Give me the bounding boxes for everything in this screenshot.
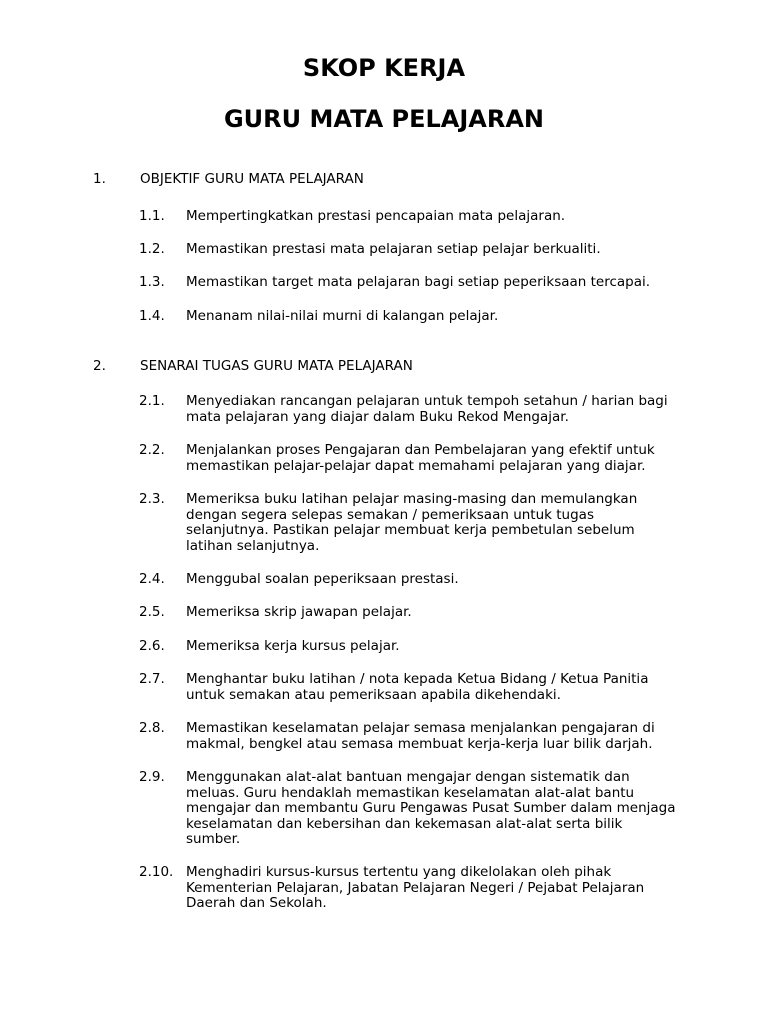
item-number: 2.10. xyxy=(139,864,174,880)
list-item xyxy=(139,639,719,655)
item-line: selanjutnya. Pastikan pelajar membuat kerja pembetulan sebelum xyxy=(186,522,635,539)
item-line: dengan segera selepas semakan / pemeriksaan untuk tugas xyxy=(186,506,594,523)
item-line: Memastikan keselamatan pelajar semasa menjalankan pengajaran di xyxy=(186,720,655,736)
list-item xyxy=(139,242,719,258)
list-item xyxy=(139,394,719,425)
item-line: Memeriksa skrip jawapan pelajar. xyxy=(186,604,412,620)
item-line: memastikan pelajar-pelajar dapat memahami pelajaran yang diajar. xyxy=(186,457,646,474)
item-line: Memeriksa buku latihan pelajar masing-masing dan memulangkan xyxy=(186,491,638,507)
section-title: OBJEKTIF GURU MATA PELAJARAN xyxy=(140,171,364,187)
item-number: 2.6. xyxy=(139,638,165,654)
item-text xyxy=(186,672,719,703)
item-line: Menghadiri kursus-kursus tertentu yang dikelolakan oleh pihak xyxy=(186,864,612,880)
section-title: SENARAI TUGAS GURU MATA PELAJARAN xyxy=(140,358,413,374)
item-number: 1.2. xyxy=(139,241,165,257)
list-item xyxy=(139,443,719,474)
item-line: Daerah dan Sekolah. xyxy=(186,895,327,912)
list-item xyxy=(139,721,719,752)
item-line: untuk semakan atau pemeriksaan apabila dikehendaki. xyxy=(186,686,561,703)
item-text xyxy=(186,865,719,912)
item-line: latihan selanjutnya. xyxy=(186,537,320,554)
item-text: Menanam nilai-nilai murni di kalangan pelajar. xyxy=(186,308,499,324)
item-number: 2.4. xyxy=(139,571,165,587)
item-number: 1.3. xyxy=(139,274,165,290)
item-number: 2.9. xyxy=(139,769,165,785)
item-line: Menghantar buku latihan / nota kepada Ketua Bidang / Ketua Panitia xyxy=(186,671,649,687)
item-line: Menjalankan proses Pengajaran dan Pembelajaran yang efektif untuk xyxy=(186,442,655,458)
item-text xyxy=(186,639,719,655)
section-number: 2. xyxy=(93,358,106,374)
item-line: meluas. Guru hendaklah memastikan keselamatan alat-alat bantu xyxy=(186,784,635,801)
item-line: mengajar dan membantu Guru Pengawas Pusat Sumber dalam menjaga xyxy=(186,800,676,817)
document-title: SKOP KERJA xyxy=(302,54,466,82)
item-text xyxy=(186,770,719,848)
item-number: 1.4. xyxy=(139,308,165,324)
list-item xyxy=(139,572,719,588)
section-number: 1. xyxy=(93,171,106,187)
item-text xyxy=(186,605,719,621)
list-item xyxy=(139,209,719,225)
item-line: Kementerian Pelajaran, Jabatan Pelajaran Negeri / Pejabat Pelajaran xyxy=(186,879,645,896)
item-line: mata pelajaran yang diajar dalam Buku Rekod Mengajar. xyxy=(186,408,569,425)
item-number: 2.2. xyxy=(139,442,165,458)
item-number: 2.5. xyxy=(139,604,165,620)
item-text xyxy=(186,443,719,474)
item-line: Menggunakan alat-alat bantuan mengajar dengan sistematik dan xyxy=(186,769,630,785)
item-text: Memastikan target mata pelajaran bagi setiap peperiksaan tercapai. xyxy=(186,274,651,290)
item-line: sumber. xyxy=(186,831,241,848)
item-line: keselamatan dan kebersihan dan kekemasan alat-alat serta bilik xyxy=(186,815,623,832)
list-item xyxy=(139,309,719,325)
item-text xyxy=(186,394,719,425)
item-text: Mempertingkatkan prestasi pencapaian mata pelajaran. xyxy=(186,208,566,224)
list-item xyxy=(139,770,719,848)
list-item xyxy=(139,672,719,703)
list-item xyxy=(139,865,719,912)
list-item xyxy=(139,605,719,621)
item-text xyxy=(186,721,719,752)
item-number: 2.3. xyxy=(139,491,165,507)
list-item xyxy=(139,492,719,554)
item-number: 1.1. xyxy=(139,208,165,224)
item-text xyxy=(186,572,719,588)
item-number: 2.8. xyxy=(139,720,165,736)
item-text xyxy=(186,492,719,554)
item-line: Menggubal soalan peperiksaan prestasi. xyxy=(186,571,459,587)
item-line: Memeriksa kerja kursus pelajar. xyxy=(186,638,400,654)
item-number: 2.1. xyxy=(139,393,165,409)
item-line: Menyediakan rancangan pelajaran untuk tempoh setahun / harian bagi xyxy=(186,393,668,409)
item-text: Memastikan prestasi mata pelajaran setiap pelajar berkualiti. xyxy=(186,241,601,257)
list-item xyxy=(139,275,719,291)
item-line: makmal, bengkel atau semasa membuat kerja-kerja luar bilik darjah. xyxy=(186,735,653,752)
document-subtitle: GURU MATA PELAJARAN xyxy=(223,105,545,133)
item-number: 2.7. xyxy=(139,671,165,687)
